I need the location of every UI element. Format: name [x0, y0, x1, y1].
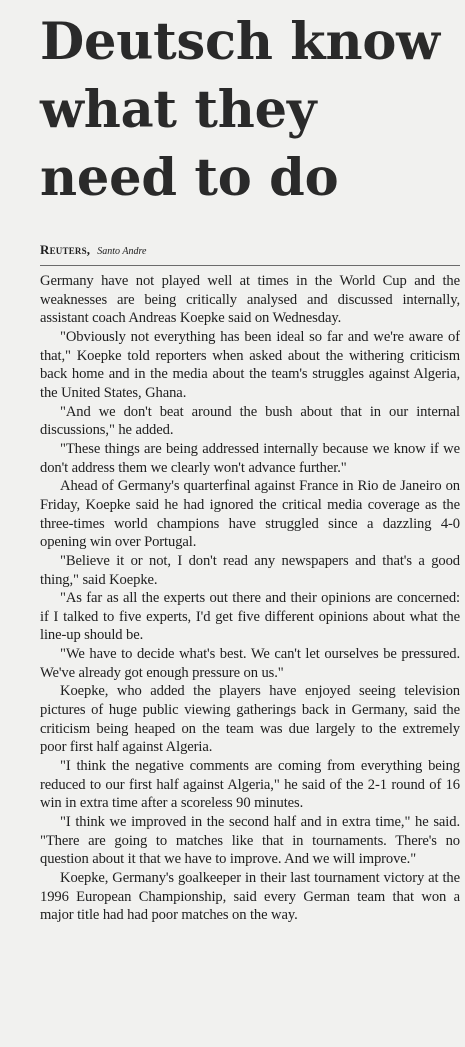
article-paragraph-10: "I think the negative comments are coming from everything being reduced to our first half against Algeria," he said of the 2-1 round of 16 win in extra time after a scoreless 90 minutes. [40, 758, 460, 812]
byline [40, 243, 460, 259]
article-paragraph-8: "We have to decide what's best. We can't let ourselves be pressured. We've already got enough pressure on us." [40, 646, 460, 681]
byline-divider [40, 265, 460, 266]
headline [40, 8, 465, 212]
byline-agency: Reuters, [40, 242, 91, 257]
article-paragraph-9: Koepke, who added the players have enjoyed seeing television pictures of huge public viewing gatherings back in Germany, said the criticism being heaped on the team was due largely to the extremely poor first half against Algeria. [40, 683, 460, 756]
article-paragraph-11: "I think we improved in the second half and in extra time," he said. "There are going to matches like that in tournaments. There's no question about it that we have to improve. And we will improve." [40, 814, 460, 868]
article-paragraph-12: Koepke, Germany's goalkeeper in their last tournament victory at the 1996 European Championship, said every German team that won a major title had had poor matches on the way. [40, 870, 460, 924]
headline-line-2: what they [40, 80, 317, 140]
headline-line-1: Deutsch know [40, 12, 440, 72]
article-paragraph-5: Ahead of Germany's quarterfinal against France in Rio de Janeiro on Friday, Koepke said he had ignored the critical media coverage as the three-times world champions have struggled since a dazzling 4-0 opening win over Portugal. [40, 478, 460, 551]
article-paragraph-4: "These things are being addressed internally because we know if we don't address them we clearly won't advance further." [40, 440, 460, 476]
headline-line-3: need to do [40, 148, 339, 208]
article-body [40, 272, 460, 1047]
article-paragraph-7: "As far as all the experts out there and their opinions are concerned: if I talked to five experts, I'd get five different opinions about what the line-up should be. [40, 590, 460, 644]
article-paragraph-1: Germany have not played well at times in the World Cup and the weaknesses are being critically analysed and discussed internally, assistant coach Andreas Koepke said on Wednesday. [40, 273, 460, 327]
article-paragraph-3: "And we don't beat around the bush about that in our internal discussions," he added. [40, 403, 460, 439]
article-paragraph-2: "Obviously not everything has been ideal so far and we're aware of that," Koepke told reporters when asked about the withering criticism back home and in the media about the team's struggles against Algeria, the United States, Ghana. [40, 328, 460, 401]
byline-location: Santo Andre [97, 246, 147, 257]
article-paragraph-6: "Believe it or not, I don't read any newspapers and that's a good thing," said Koepke. [40, 552, 460, 588]
